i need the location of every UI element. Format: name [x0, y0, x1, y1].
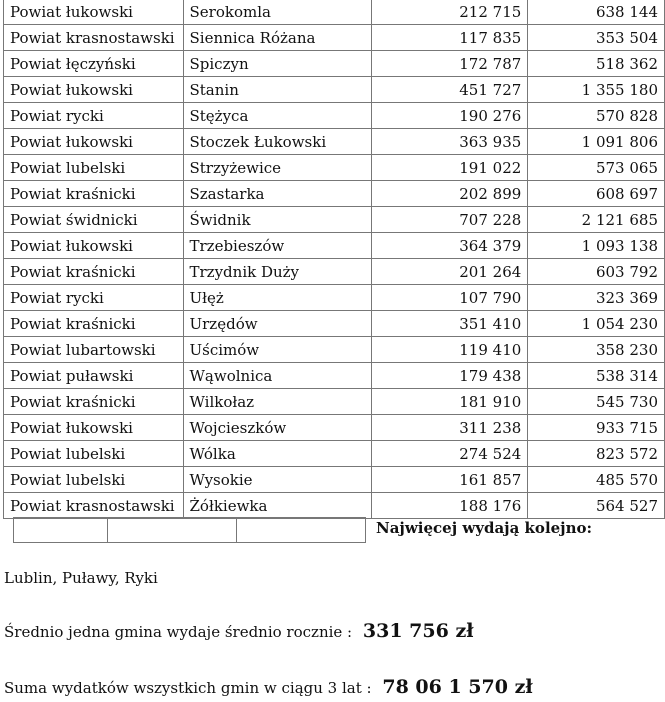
value-3-years-cell: 823 572: [528, 441, 665, 467]
empty-cell: [13, 517, 108, 543]
table-row: [4, 103, 665, 129]
value-3-years-cell: 545 730: [528, 389, 665, 415]
powiat-cell: Powiat lubelski: [4, 467, 184, 493]
expenditure-table: [3, 0, 665, 519]
value-annual-cell: 364 379: [371, 233, 528, 259]
gmina-cell: Trzebieszów: [183, 233, 371, 259]
average-label: Średnio jedna gmina wydaje średnio rocznie :: [4, 623, 353, 641]
powiat-cell: Powiat kraśnicki: [4, 181, 184, 207]
table-row: [4, 181, 665, 207]
value-3-years-cell: 1 054 230: [528, 311, 665, 337]
total-line: [4, 676, 533, 698]
value-3-years-cell: 2 121 685: [528, 207, 665, 233]
powiat-cell: Powiat krasnostawski: [4, 493, 184, 519]
value-annual-cell: 190 276: [371, 103, 528, 129]
value-3-years-cell: 353 504: [528, 25, 665, 51]
gmina-cell: Siennica Różana: [183, 25, 371, 51]
value-annual-cell: 161 857: [371, 467, 528, 493]
table-row: [4, 311, 665, 337]
average-value: 331 756 zł: [362, 620, 474, 642]
powiat-cell: Powiat lubelski: [4, 441, 184, 467]
table-row: [4, 51, 665, 77]
value-3-years-cell: 933 715: [528, 415, 665, 441]
gmina-cell: Wólka: [183, 441, 371, 467]
value-annual-cell: 119 410: [371, 337, 528, 363]
value-3-years-cell: 608 697: [528, 181, 665, 207]
value-annual-cell: 117 835: [371, 25, 528, 51]
total-label: Suma wydatków wszystkich gmin w ciągu 3 lat :: [4, 679, 372, 697]
powiat-cell: Powiat świdnicki: [4, 207, 184, 233]
gmina-cell: Stężyca: [183, 103, 371, 129]
average-line: [4, 620, 474, 642]
table-row: [4, 259, 665, 285]
value-annual-cell: 201 264: [371, 259, 528, 285]
value-3-years-cell: 485 570: [528, 467, 665, 493]
gmina-cell: Trzydnik Duży: [183, 259, 371, 285]
gmina-cell: Wąwolnica: [183, 363, 371, 389]
gmina-cell: Serokomla: [183, 0, 371, 25]
gmina-cell: Wilkołaz: [183, 389, 371, 415]
value-3-years-cell: 1 093 138: [528, 233, 665, 259]
top-spenders-list: Lublin, Puławy, Ryki: [4, 569, 158, 587]
value-3-years-cell: 1 355 180: [528, 77, 665, 103]
table-row: [4, 363, 665, 389]
empty-table-cells: [13, 517, 365, 543]
powiat-cell: Powiat łukowski: [4, 233, 184, 259]
table-row: [4, 25, 665, 51]
gmina-cell: Wojcieszków: [183, 415, 371, 441]
value-3-years-cell: 518 362: [528, 51, 665, 77]
value-annual-cell: 191 022: [371, 155, 528, 181]
gmina-cell: Żółkiewka: [183, 493, 371, 519]
table-row: [4, 389, 665, 415]
gmina-cell: Ułęż: [183, 285, 371, 311]
value-3-years-cell: 638 144: [528, 0, 665, 25]
value-3-years-cell: 564 527: [528, 493, 665, 519]
table-row: [4, 337, 665, 363]
value-annual-cell: 311 238: [371, 415, 528, 441]
powiat-cell: Powiat kraśnicki: [4, 311, 184, 337]
powiat-cell: Powiat kraśnicki: [4, 259, 184, 285]
value-annual-cell: 707 228: [371, 207, 528, 233]
total-value: 78 06 1 570 zł: [382, 676, 533, 698]
empty-cell: [236, 517, 366, 543]
value-annual-cell: 202 899: [371, 181, 528, 207]
gmina-cell: Wysokie: [183, 467, 371, 493]
value-3-years-cell: 603 792: [528, 259, 665, 285]
powiat-cell: Powiat łukowski: [4, 77, 184, 103]
gmina-cell: Uścimów: [183, 337, 371, 363]
value-annual-cell: 351 410: [371, 311, 528, 337]
table-row: [4, 493, 665, 519]
powiat-cell: Powiat lubelski: [4, 155, 184, 181]
value-3-years-cell: 1 091 806: [528, 129, 665, 155]
value-annual-cell: 107 790: [371, 285, 528, 311]
table-row: [4, 129, 665, 155]
table-row: [4, 0, 665, 25]
gmina-cell: Urzędów: [183, 311, 371, 337]
value-3-years-cell: 323 369: [528, 285, 665, 311]
table-row: [4, 77, 665, 103]
gmina-cell: Stoczek Łukowski: [183, 129, 371, 155]
value-annual-cell: 172 787: [371, 51, 528, 77]
table-row: [4, 415, 665, 441]
value-annual-cell: 188 176: [371, 493, 528, 519]
powiat-cell: Powiat krasnostawski: [4, 25, 184, 51]
value-3-years-cell: 570 828: [528, 103, 665, 129]
value-3-years-cell: 573 065: [528, 155, 665, 181]
gmina-cell: Strzyżewice: [183, 155, 371, 181]
powiat-cell: Powiat łukowski: [4, 415, 184, 441]
value-3-years-cell: 538 314: [528, 363, 665, 389]
value-annual-cell: 181 910: [371, 389, 528, 415]
table-row: [4, 467, 665, 493]
gmina-cell: Stanin: [183, 77, 371, 103]
value-annual-cell: 451 727: [371, 77, 528, 103]
gmina-cell: Spiczyn: [183, 51, 371, 77]
table-row: [4, 155, 665, 181]
powiat-cell: Powiat kraśnicki: [4, 389, 184, 415]
powiat-cell: Powiat rycki: [4, 285, 184, 311]
value-annual-cell: 179 438: [371, 363, 528, 389]
table-row: [4, 285, 665, 311]
table-row: [4, 441, 665, 467]
summary-heading: Najwięcej wydają kolejno:: [376, 519, 593, 537]
powiat-cell: Powiat łukowski: [4, 0, 184, 25]
table-row: [4, 233, 665, 259]
powiat-cell: Powiat lubartowski: [4, 337, 184, 363]
value-annual-cell: 363 935: [371, 129, 528, 155]
powiat-cell: Powiat rycki: [4, 103, 184, 129]
powiat-cell: Powiat łukowski: [4, 129, 184, 155]
powiat-cell: Powiat puławski: [4, 363, 184, 389]
gmina-cell: Świdnik: [183, 207, 371, 233]
powiat-cell: Powiat łęczyński: [4, 51, 184, 77]
gmina-cell: Szastarka: [183, 181, 371, 207]
table-row: [4, 207, 665, 233]
value-annual-cell: 274 524: [371, 441, 528, 467]
value-annual-cell: 212 715: [371, 0, 528, 25]
empty-cell: [107, 517, 237, 543]
value-3-years-cell: 358 230: [528, 337, 665, 363]
